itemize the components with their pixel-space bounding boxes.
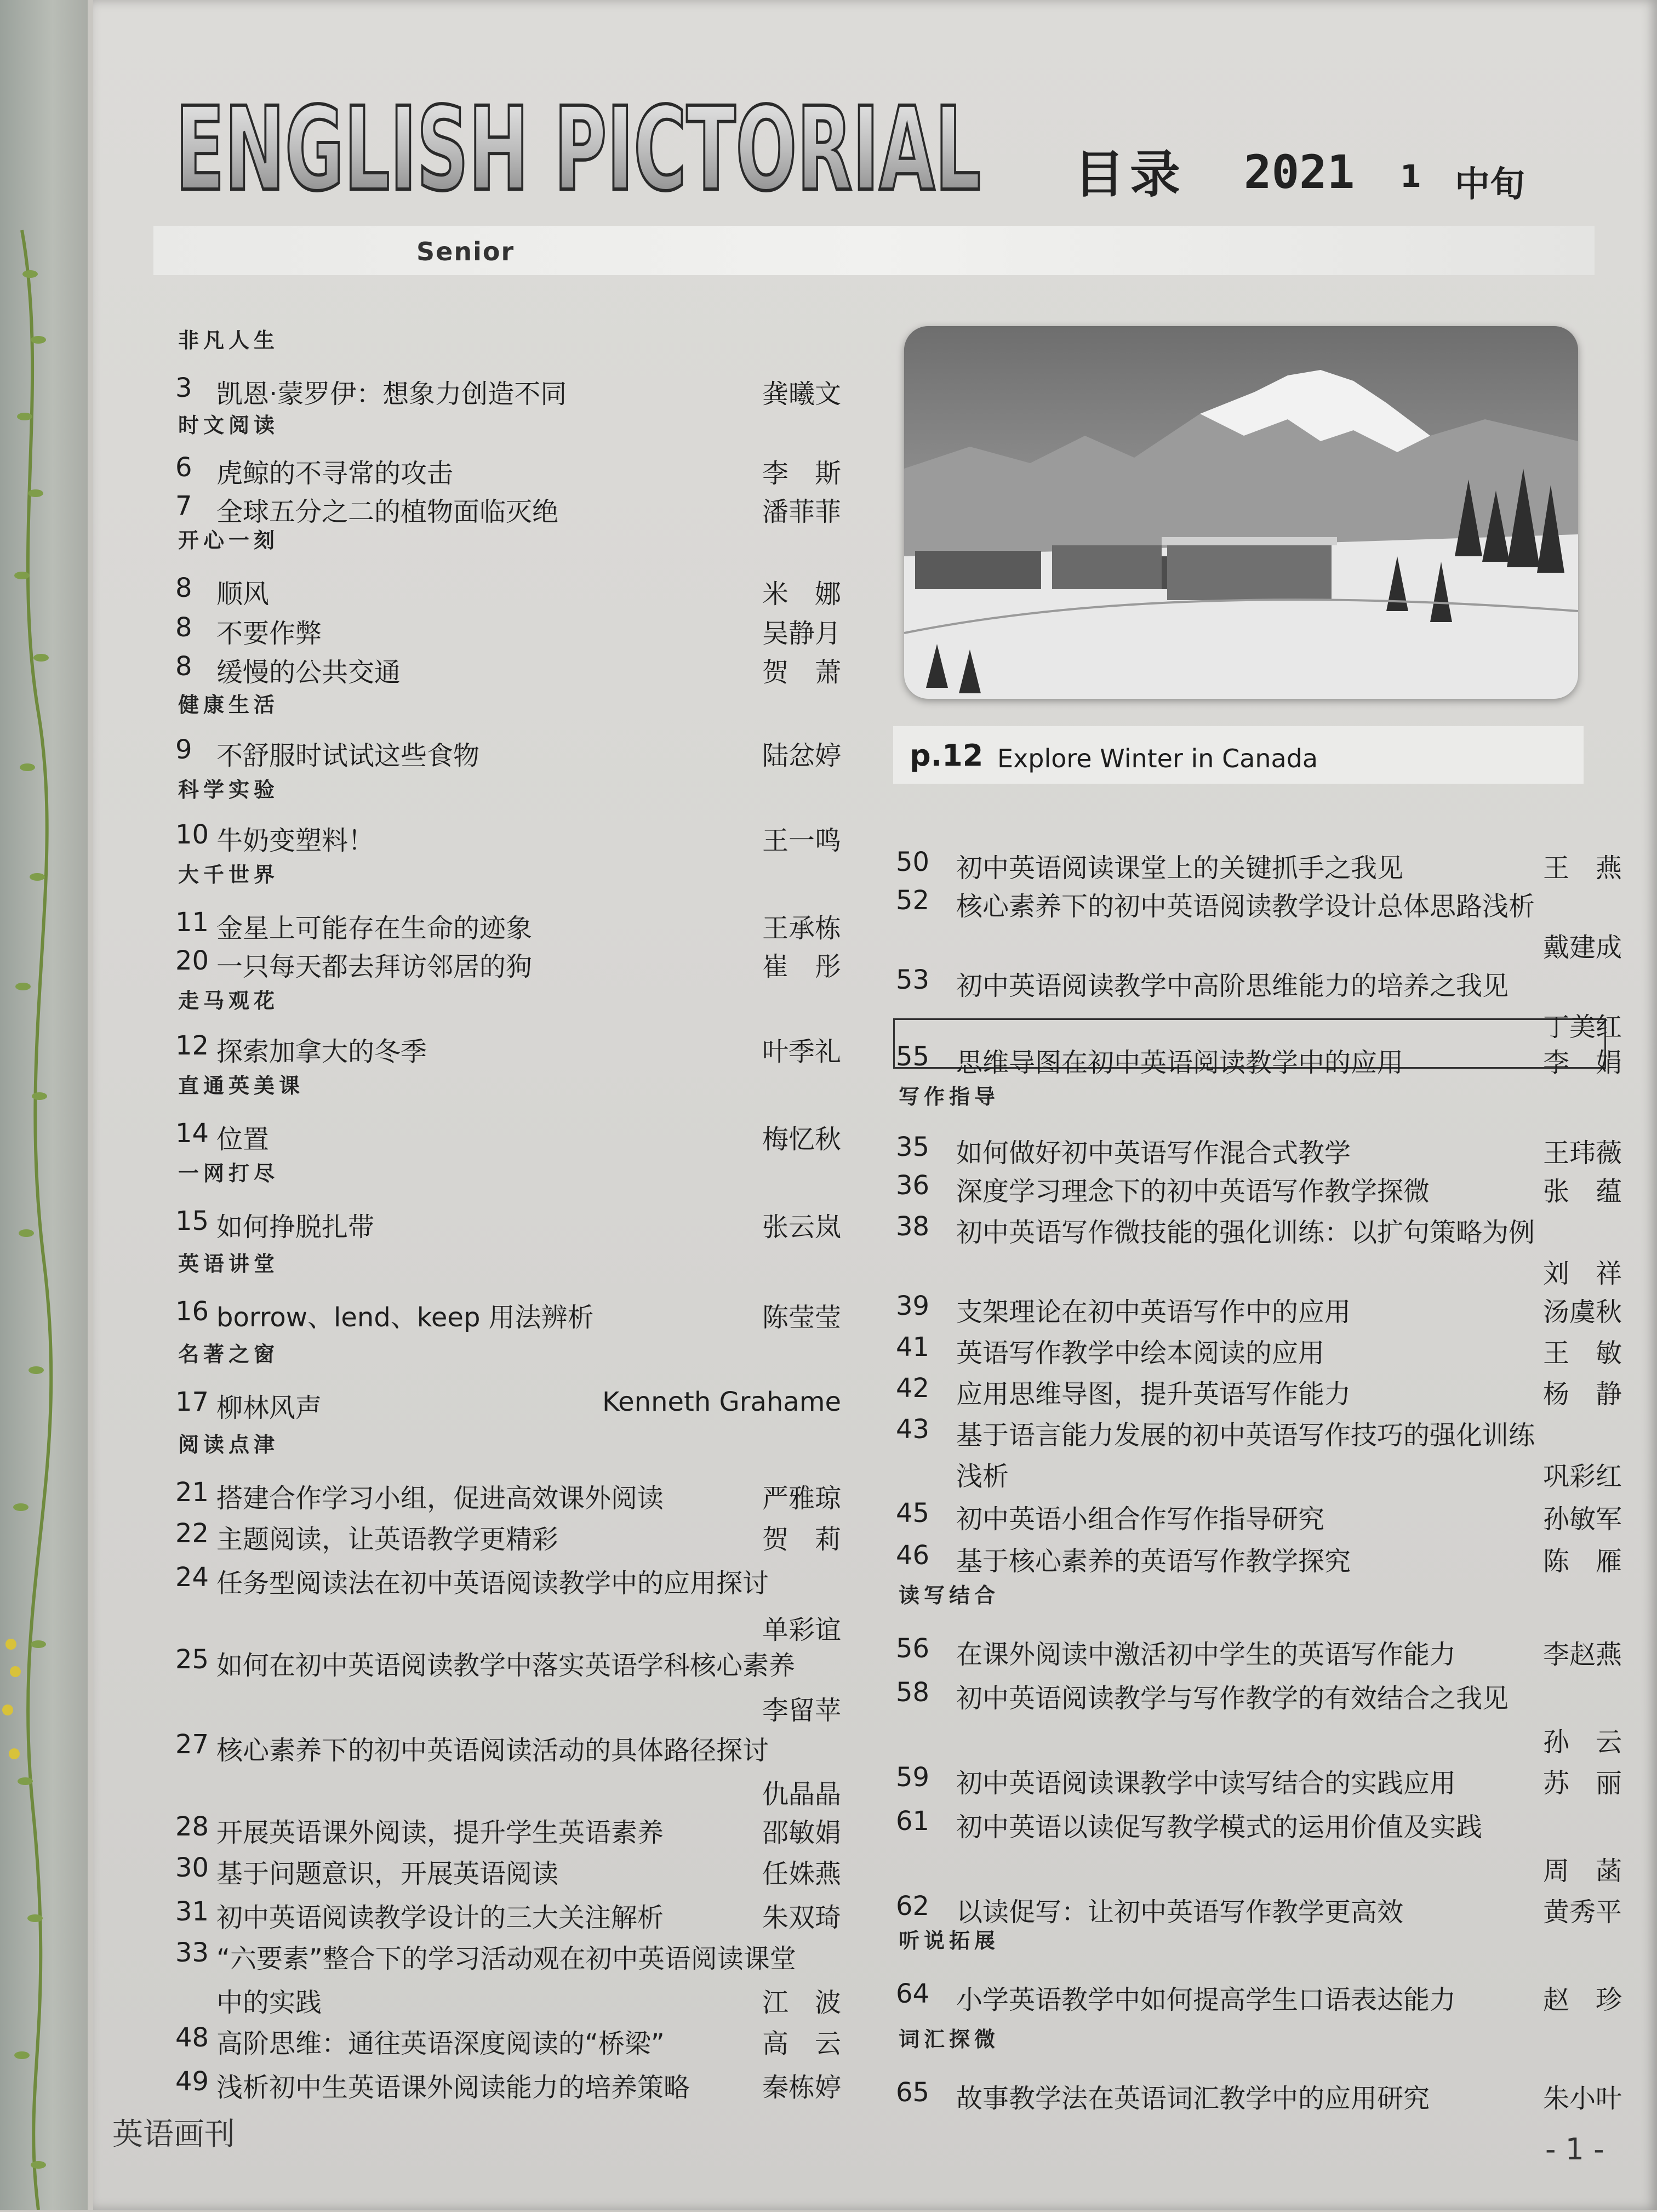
toc-entry-author: 孙敏军	[1542, 1504, 1622, 1535]
left-section-heading: 大千世界	[178, 863, 279, 887]
toc-page-number: 56	[896, 1633, 930, 1664]
toc-entry-author: 丁美红	[1542, 1012, 1622, 1042]
toc-entry-author: 陈莹莹	[762, 1302, 841, 1333]
left-section-heading: 英语讲堂	[178, 1252, 279, 1276]
toc-entry-title: 以读促写：让初中英语写作教学更高效	[956, 1897, 1404, 1928]
toc-page-number: 17	[175, 1387, 209, 1417]
toc-entry-title: 故事教学法在英语词汇教学中的应用研究	[956, 2083, 1430, 2114]
toc-page-number: 50	[896, 847, 930, 877]
toc-page-number: 14	[175, 1118, 209, 1149]
toc-entry-title: 初中英语阅读教学中高阶思维能力的培养之我见	[956, 971, 1509, 1001]
toc-entry-author: 高 云	[762, 2028, 841, 2059]
toc-page-number: 65	[896, 2077, 930, 2108]
toc-entry-title: 初中英语写作微技能的强化训练：以扩句策略为例	[956, 1217, 1535, 1248]
toc-entry-title: 高阶思维：通往英语深度阅读的“桥梁”	[216, 2028, 665, 2059]
toc-entry-author: 陆忿婷	[762, 740, 841, 771]
toc-entry-author: 苏 丽	[1542, 1768, 1622, 1799]
toc-page-number: 7	[175, 491, 192, 521]
toc-entry-author: 孙 云	[1542, 1727, 1622, 1758]
left-section-heading: 走马观花	[178, 989, 279, 1013]
caption-text: Explore Winter in Canada	[997, 744, 1318, 773]
toc-entry-title: 主题阅读，让英语教学更精彩	[216, 1524, 559, 1555]
toc-entry-title: 英语写作教学中绘本阅读的应用	[956, 1338, 1325, 1369]
toc-page-number: 6	[175, 452, 192, 483]
toc-page-number: 55	[896, 1041, 930, 1072]
toc-entry-title-continued: 浅析	[956, 1461, 1009, 1492]
toc-entry-title: 基于问题意识，开展英语阅读	[216, 1858, 559, 1889]
toc-entry-title: 初中英语以读促写教学模式的运用价值及实践	[956, 1812, 1483, 1843]
right-section-heading: 读写结合	[899, 1583, 1000, 1607]
toc-page-number: 3	[175, 373, 192, 403]
toc-entry-author: 周 菡	[1542, 1856, 1622, 1886]
toc-page-number: 62	[896, 1891, 930, 1922]
toc-entry-author: 汤虞秋	[1542, 1297, 1622, 1327]
toc-entry-author: 吴静月	[762, 618, 841, 649]
toc-page-number: 16	[175, 1296, 209, 1327]
left-section-heading: 开心一刻	[178, 528, 279, 552]
toc-entry-title: 探索加拿大的冬季	[216, 1036, 427, 1067]
toc-entry-author: 米 娜	[762, 579, 841, 609]
toc-entry-author: 杨 静	[1542, 1379, 1622, 1410]
english-pictorial-logo	[175, 82, 986, 214]
toc-page-number: 9	[175, 734, 192, 765]
toc-entry-title: 应用思维导图，提升英语写作能力	[956, 1379, 1351, 1410]
toc-entry-author: 王 敏	[1542, 1338, 1622, 1369]
toc-page-number: 28	[175, 1811, 209, 1842]
toc-entry-title: 初中英语阅读课教学中读写结合的实践应用	[956, 1768, 1456, 1799]
toc-entry-title: 核心素养下的初中英语阅读教学设计总体思路浅析	[956, 891, 1535, 922]
toc-entry-title: 核心素养下的初中英语阅读活动的具体路径探讨	[216, 1735, 769, 1766]
toc-page-number: 64	[896, 1979, 930, 2009]
toc-page-number: 24	[175, 1562, 209, 1593]
toc-page-number: 25	[175, 1644, 209, 1675]
toc-entry-title: 不要作弊	[216, 618, 322, 649]
toc-entry-title: 一只每天都去拜访邻居的狗	[216, 951, 533, 982]
toc-entry-author: 贺 莉	[762, 1524, 841, 1555]
toc-entry-author: 李赵燕	[1542, 1639, 1622, 1670]
toc-page-number: 11	[175, 907, 209, 938]
left-section-heading: 阅读点津	[178, 1433, 279, 1457]
toc-entry-title: 顺风	[216, 579, 270, 609]
left-section-heading: 名著之窗	[178, 1342, 279, 1366]
toc-entry-author: 赵 珍	[1542, 1985, 1622, 2015]
left-section-heading: 一网打尽	[178, 1161, 279, 1185]
toc-page-number: 21	[175, 1477, 209, 1508]
toc-entry-author: 叶季礼	[762, 1036, 841, 1067]
toc-entry-title: 初中英语阅读课堂上的关键抓手之我见	[956, 853, 1404, 883]
toc-entry-author: 陈 雁	[1542, 1546, 1622, 1577]
toc-page-number: 49	[175, 2066, 209, 2097]
toc-entry-author: 龚曦文	[762, 379, 841, 409]
toc-page-number: 45	[896, 1498, 930, 1529]
toc-entry-title: borrow、lend、keep 用法辨析	[216, 1302, 594, 1333]
logo-text: ENGLISH PICTORIAL	[175, 82, 981, 214]
toc-entry-title: 思维导图在初中英语阅读教学中的应用	[956, 1047, 1404, 1078]
toc-entry-author: 朱双琦	[762, 1902, 841, 1933]
toc-entry-author: 巩彩红	[1542, 1461, 1622, 1492]
toc-entry-title: 浅析初中生英语课外阅读能力的培养策略	[216, 2072, 690, 2103]
toc-entry-author: 黄秀平	[1542, 1897, 1622, 1928]
toc-entry-title: 基于核心素养的英语写作教学探究	[956, 1546, 1351, 1577]
toc-entry-title: 如何挣脱扎带	[216, 1212, 375, 1242]
toc-entry-title: 凯恩·蒙罗伊：想象力创造不同	[216, 379, 567, 409]
toc-entry-title: 搭建合作学习小组，促进高效课外阅读	[216, 1483, 664, 1514]
toc-page-number: 38	[896, 1211, 930, 1242]
cover-photo-canada-winter	[904, 326, 1578, 699]
left-section-heading: 时文阅读	[178, 413, 279, 437]
toc-page-number: 61	[896, 1806, 930, 1837]
toc-entry-author: 贺 萧	[762, 657, 841, 688]
toc-entry-title: 初中英语阅读教学设计的三大关注解析	[216, 1902, 664, 1933]
toc-page-number: 35	[896, 1132, 930, 1162]
toc-page-number: 42	[896, 1373, 930, 1404]
toc-entry-title: 如何在初中英语阅读教学中落实英语学科核心素养	[216, 1650, 796, 1681]
toc-page-number: 8	[175, 612, 192, 643]
toc-entry-author: 王玮薇	[1542, 1138, 1622, 1168]
page-number: - 1 -	[1545, 2132, 1604, 2167]
toc-page-number: 52	[896, 885, 930, 916]
toc-entry-author: 王一鸣	[762, 825, 841, 856]
toc-page-number: 58	[896, 1677, 930, 1708]
toc-entry-title: 柳林风声	[216, 1393, 322, 1423]
toc-entry-author: 单彩谊	[762, 1615, 841, 1645]
issue-month: 1	[1400, 159, 1421, 195]
magazine-name: 英语画刊	[112, 2117, 235, 2152]
right-section-heading: 写作指导	[899, 1085, 1000, 1109]
toc-entry-title: 支架理论在初中英语写作中的应用	[956, 1297, 1351, 1327]
vine-border-decoration	[0, 0, 88, 2210]
issue-year: 2021	[1244, 145, 1355, 199]
toc-page-number: 8	[175, 651, 192, 682]
edition-label: Senior	[416, 237, 515, 266]
toc-page-number: 48	[175, 2022, 209, 2053]
toc-page-number: 31	[175, 1896, 209, 1927]
toc-entry-author: 严雅琼	[762, 1483, 841, 1514]
toc-entry-title: “六要素”整合下的学习活动观在初中英语阅读课堂	[216, 1943, 796, 1974]
toc-entry-author: 江 波	[762, 1987, 841, 2018]
toc-entry-author: 梅忆秋	[762, 1124, 841, 1155]
toc-entry-author: 朱小叶	[1542, 2083, 1622, 2114]
toc-entry-title: 全球五分之二的植物面临灭绝	[216, 497, 559, 527]
photo-caption	[893, 726, 1584, 784]
toc-entry-title: 位置	[216, 1124, 270, 1155]
right-section-heading: 听说拓展	[899, 1929, 1000, 1953]
toc-entry-title: 如何做好初中英语写作混合式教学	[956, 1138, 1351, 1168]
header-band	[153, 226, 1595, 275]
toc-page-number: 39	[896, 1291, 930, 1321]
toc-entry-author: 李留苹	[762, 1695, 841, 1726]
toc-entry-title: 缓慢的公共交通	[216, 657, 401, 688]
issue-period: 中旬	[1455, 164, 1525, 205]
toc-entry-title: 在课外阅读中激活初中学生的英语写作能力	[956, 1639, 1456, 1670]
toc-page-number: 30	[175, 1852, 209, 1883]
toc-entry-title: 基于语言能力发展的初中英语写作技巧的强化训练	[956, 1420, 1535, 1451]
toc-page-number: 15	[175, 1206, 209, 1236]
toc-page-number: 36	[896, 1170, 930, 1201]
contents-heading: 目录	[1074, 145, 1186, 204]
toc-entry-title: 初中英语阅读教学与写作教学的有效结合之我见	[956, 1683, 1509, 1714]
toc-entry-author: 王 燕	[1542, 853, 1622, 883]
left-section-heading: 直通英美课	[178, 1074, 305, 1098]
toc-entry-author: 王承栋	[762, 913, 841, 944]
caption-page-ref: p.12	[910, 738, 984, 773]
toc-entry-author: 张云岚	[762, 1212, 841, 1242]
toc-page-number: 10	[175, 819, 209, 850]
toc-entry-author: 张 蕴	[1542, 1176, 1622, 1207]
toc-entry-author: Kenneth Grahame	[602, 1387, 841, 1417]
toc-entry-title: 初中英语小组合作写作指导研究	[956, 1504, 1325, 1535]
toc-page-number: 33	[175, 1937, 209, 1968]
toc-entry-title-continued: 中的实践	[216, 1987, 322, 2018]
toc-page-number: 12	[175, 1030, 209, 1061]
toc-entry-title: 任务型阅读法在初中英语阅读教学中的应用探讨	[216, 1568, 769, 1599]
toc-entry-author: 仇晶晶	[762, 1779, 841, 1810]
left-section-heading: 科学实验	[178, 778, 279, 802]
toc-page-number: 8	[175, 573, 192, 603]
toc-entry-author: 李 斯	[762, 458, 841, 489]
toc-entry-title: 不舒服时试试这些食物	[216, 740, 480, 771]
toc-page-number: 43	[896, 1414, 930, 1445]
toc-entry-author: 任姝燕	[762, 1858, 841, 1889]
toc-entry-title: 小学英语教学中如何提高学生口语表达能力	[956, 1985, 1456, 2015]
left-section-heading: 健康生活	[178, 693, 279, 717]
toc-entry-author: 刘 祥	[1542, 1258, 1622, 1289]
toc-page-number: 22	[175, 1518, 209, 1549]
toc-entry-author: 秦栋婷	[762, 2072, 841, 2103]
toc-entry-title: 开展英语课外阅读，提升学生英语素养	[216, 1817, 664, 1848]
toc-page-number: 53	[896, 965, 930, 995]
toc-entry-author: 李 娟	[1542, 1047, 1622, 1078]
toc-page-number: 27	[175, 1729, 209, 1760]
toc-page-number: 59	[896, 1762, 930, 1793]
toc-page-number: 46	[896, 1540, 930, 1571]
toc-entry-title: 金星上可能存在生命的迹象	[216, 913, 533, 944]
toc-page-number: 41	[896, 1332, 930, 1362]
toc-entry-author: 潘菲菲	[762, 497, 841, 527]
left-section-heading: 非凡人生	[178, 328, 279, 352]
toc-entry-author: 邵敏娟	[762, 1817, 841, 1848]
toc-entry-title: 牛奶变塑料！	[216, 825, 375, 856]
toc-entry-author: 崔 彤	[762, 951, 841, 982]
toc-entry-author: 戴建成	[1542, 932, 1622, 963]
toc-page-number: 20	[175, 945, 209, 976]
toc-entry-title: 深度学习理念下的初中英语写作教学探微	[956, 1176, 1430, 1207]
right-section-heading: 词汇探微	[899, 2027, 1000, 2051]
toc-entry-title: 虎鲸的不寻常的攻击	[216, 458, 454, 489]
